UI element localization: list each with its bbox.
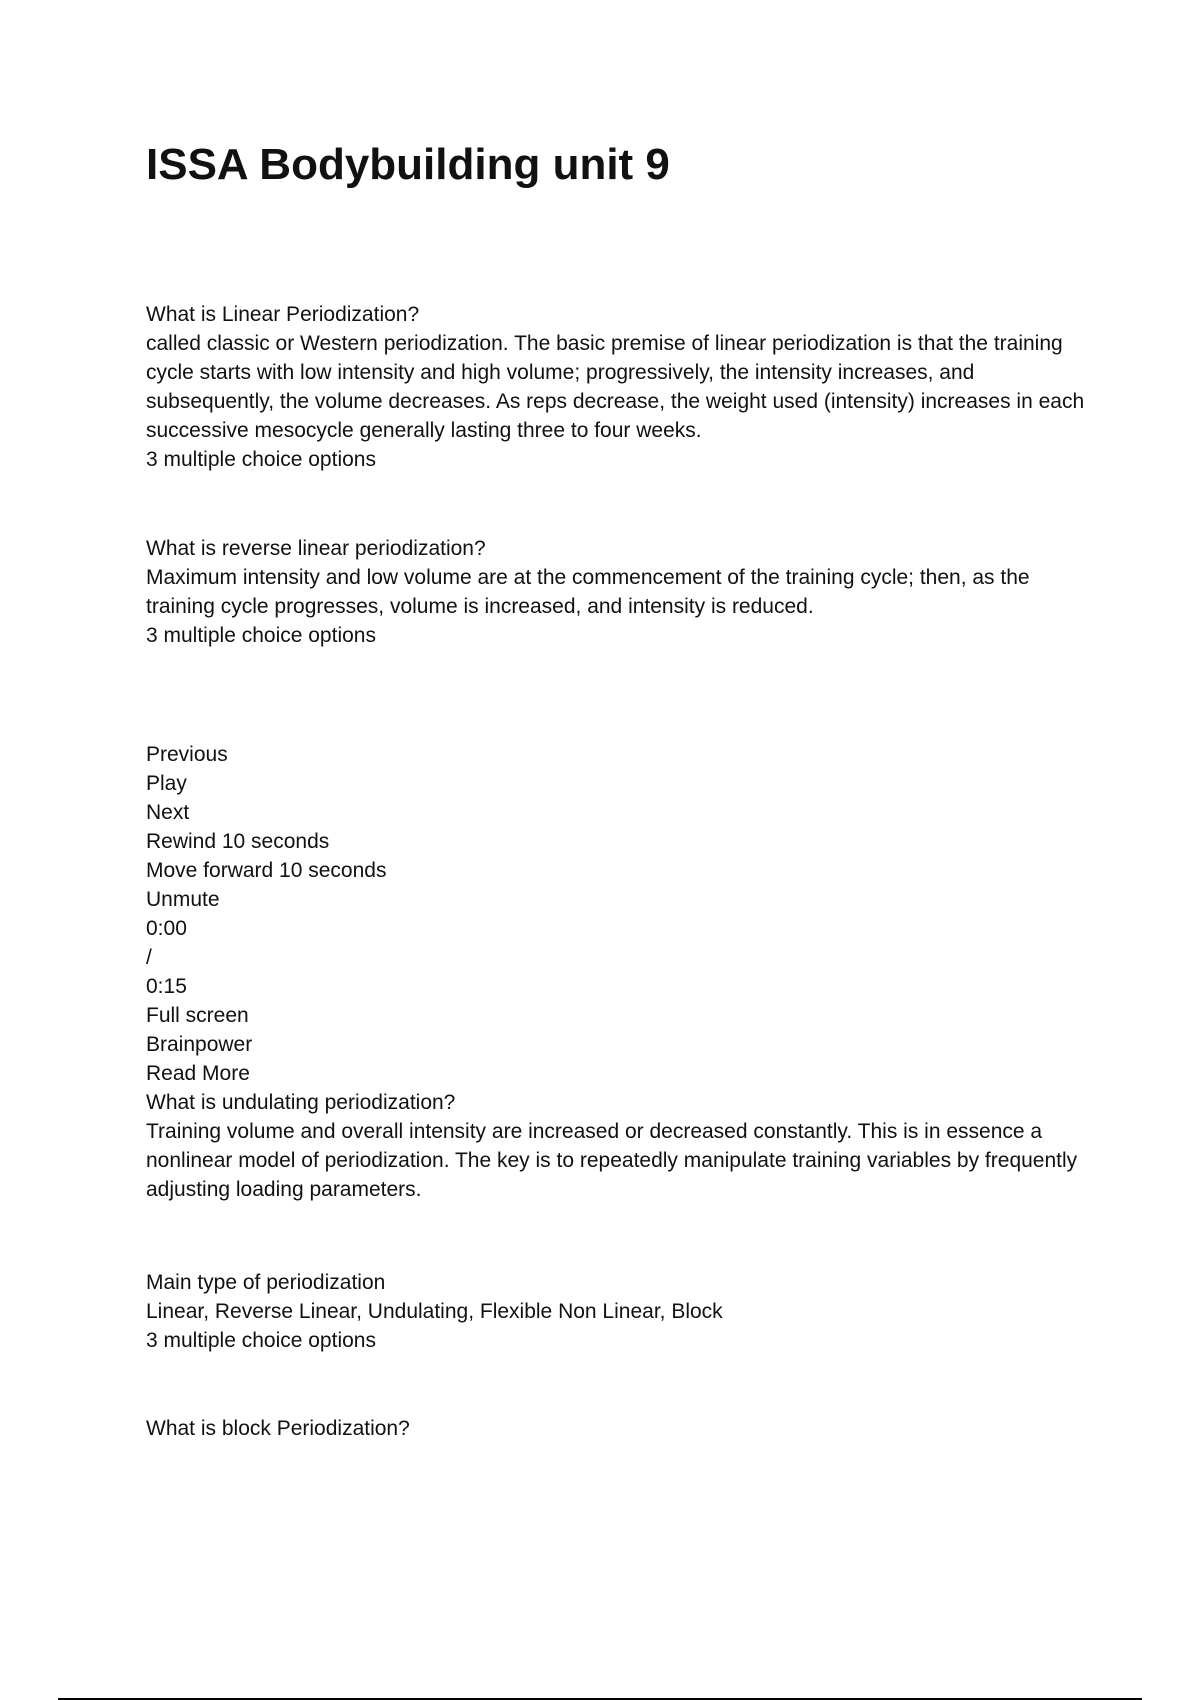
rewind-button[interactable]: Rewind 10 seconds: [146, 830, 330, 853]
read-more-link[interactable]: Read More: [146, 1062, 250, 1085]
next-button[interactable]: Next: [146, 801, 190, 824]
question-text: What is reverse linear periodization?: [146, 537, 486, 560]
question-text: What is Linear Periodization?: [146, 303, 420, 326]
flashcard-block-periodization: [146, 1414, 1086, 1443]
page-title: ISSA Bodybuilding unit 9: [146, 140, 670, 189]
answer-text: Training volume and overall intensity are increased or decreased constantly. This is in essence a nonlinear model of periodization. The key is to repeatedly manipulate training variables by frequently adjusting loading parameters.: [146, 1120, 1078, 1201]
choice-options-note: 3 multiple choice options: [146, 448, 376, 471]
answer-text: Maximum intensity and low volume are at the commencement of the training cycle; then, as the training cycle progresses, volume is increased, and intensity is reduced.: [146, 566, 1030, 618]
answer-text: called classic or Western periodization. The basic premise of linear periodization is that the training cycle starts with low intensity and high volume; progressively, the intensity increases, and subsequently, the volume decreases. As reps decrease, the weight used (intensity) increases in each successive mesocycle generally lasting three to four weeks.: [146, 332, 1085, 442]
question-text: Main type of periodization: [146, 1271, 386, 1294]
question-text: What is undulating periodization?: [146, 1091, 456, 1114]
previous-button[interactable]: Previous: [146, 743, 228, 766]
duration: 0:15: [146, 975, 187, 998]
brand-label: Brainpower: [146, 1033, 253, 1056]
current-time: 0:00: [146, 917, 187, 940]
play-button[interactable]: Play: [146, 772, 187, 795]
choice-options-note: 3 multiple choice options: [146, 624, 376, 647]
video-player-controls: [146, 740, 1086, 1204]
flashcard-main-types: [146, 1268, 1086, 1355]
flashcard-linear-periodization: [146, 300, 1086, 474]
time-separator: /: [146, 946, 152, 969]
flashcard-reverse-linear-periodization: [146, 534, 1086, 650]
choice-options-note: 3 multiple choice options: [146, 1329, 376, 1352]
unmute-button[interactable]: Unmute: [146, 888, 220, 911]
forward-button[interactable]: Move forward 10 seconds: [146, 859, 387, 882]
fullscreen-button[interactable]: Full screen: [146, 1004, 249, 1027]
question-text: What is block Periodization?: [146, 1417, 410, 1440]
answer-text: Linear, Reverse Linear, Undulating, Flexible Non Linear, Block: [146, 1300, 723, 1323]
